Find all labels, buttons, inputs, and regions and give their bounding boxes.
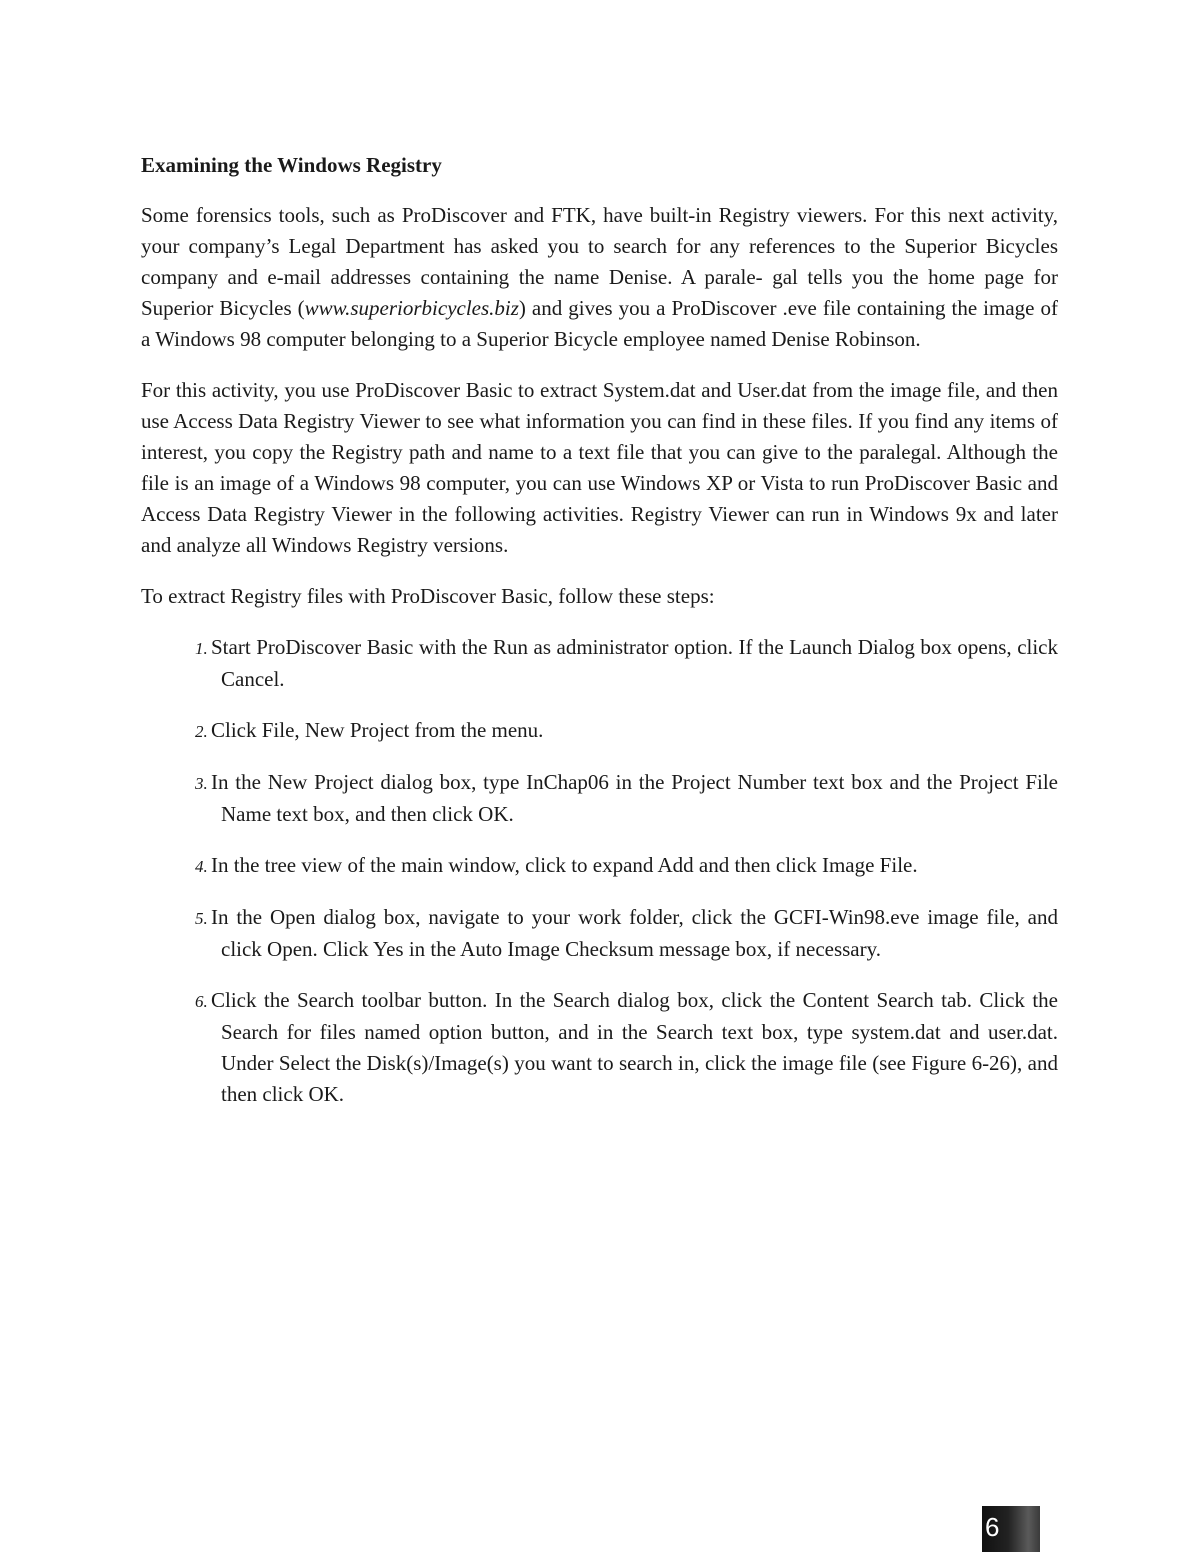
step-text: Click the Search toolbar button. In the Search dialog box, click the Content Search tab. Click the Search for files named option button, and in the Search text box, type system.dat and user.dat. Under Select the Disk(s)/Image(s) you want to search in, click the image file (see Figure 6-26), and then click OK. [211,988,1058,1106]
page-number: 6 [985,1512,1000,1542]
intro-text-after-link: ) and gives you a ProDiscover .eve file containing the image of a Windows 98 computer belonging to a Superior Bicycle employee named Denise Robinson. [141,296,1059,351]
activity-paragraph: For this activity, you use ProDiscover Basic to extract System.dat and User.dat from the image file, and then use Access Data Registry Viewer to see what information you can find in these files. If you find any items of interest, you copy the Registry path and name to a text file that you can give to the paralegal. Although the file is an image of a Windows 98 computer, you can use Windows XP or Vista to run ProDiscover Basic and Access Data Registry Viewer in the following activities. Registry Viewer can run in Windows 9x and later and analyze all Windows Registry versions. [141,378,1058,557]
step-text: Click File, New Project from the menu. [211,718,544,742]
step-text: Start ProDiscover Basic with the Run as administrator option. If the Launch Dialog box opens, click Cancel. [211,635,1058,691]
intro-paragraph [141,200,1058,355]
step-number: 6. [195,992,208,1011]
step-item [195,767,1058,830]
step-item [195,715,1058,747]
step-item [195,985,1058,1110]
step-item [195,902,1058,965]
step-text: In the New Project dialog box, type InChap06 in the Project Number text box and the Project File Name text box, and then click OK. [211,770,1058,826]
step-item [195,632,1058,695]
document-page [141,150,1058,1130]
step-number: 3. [195,774,208,793]
step-text: In the tree view of the main window, click to expand Add and then click Image File. [211,853,918,877]
website-link: www.superiorbicycles.biz [304,296,519,320]
step-number: 2. [195,722,208,741]
steps-intro-paragraph: To extract Registry files with ProDiscover Basic, follow these steps: [141,584,715,608]
section-heading: Examining the Windows Registry [141,153,442,177]
page-number-badge [982,1506,1040,1552]
step-number: 4. [195,857,208,876]
steps-list [141,632,1058,1110]
step-number: 5. [195,909,208,928]
step-item [195,850,1058,882]
step-number: 1. [195,639,208,658]
intro-text-before-link: Some forensics tools, such as ProDiscover and FTK, have built-in Registry viewers. For this next activity, your company’s Legal Department has asked you to search for any references to the Superior Bicycles company and e-mail addresses containing the name Denise. A parale- gal tells you the home page for Superior Bicycles ( [141,203,1058,320]
step-text: In the Open dialog box, navigate to your work folder, click the GCFI-Win98.eve image file, and click Open. Click Yes in the Auto Image Checksum message box, if necessary. [211,905,1058,961]
